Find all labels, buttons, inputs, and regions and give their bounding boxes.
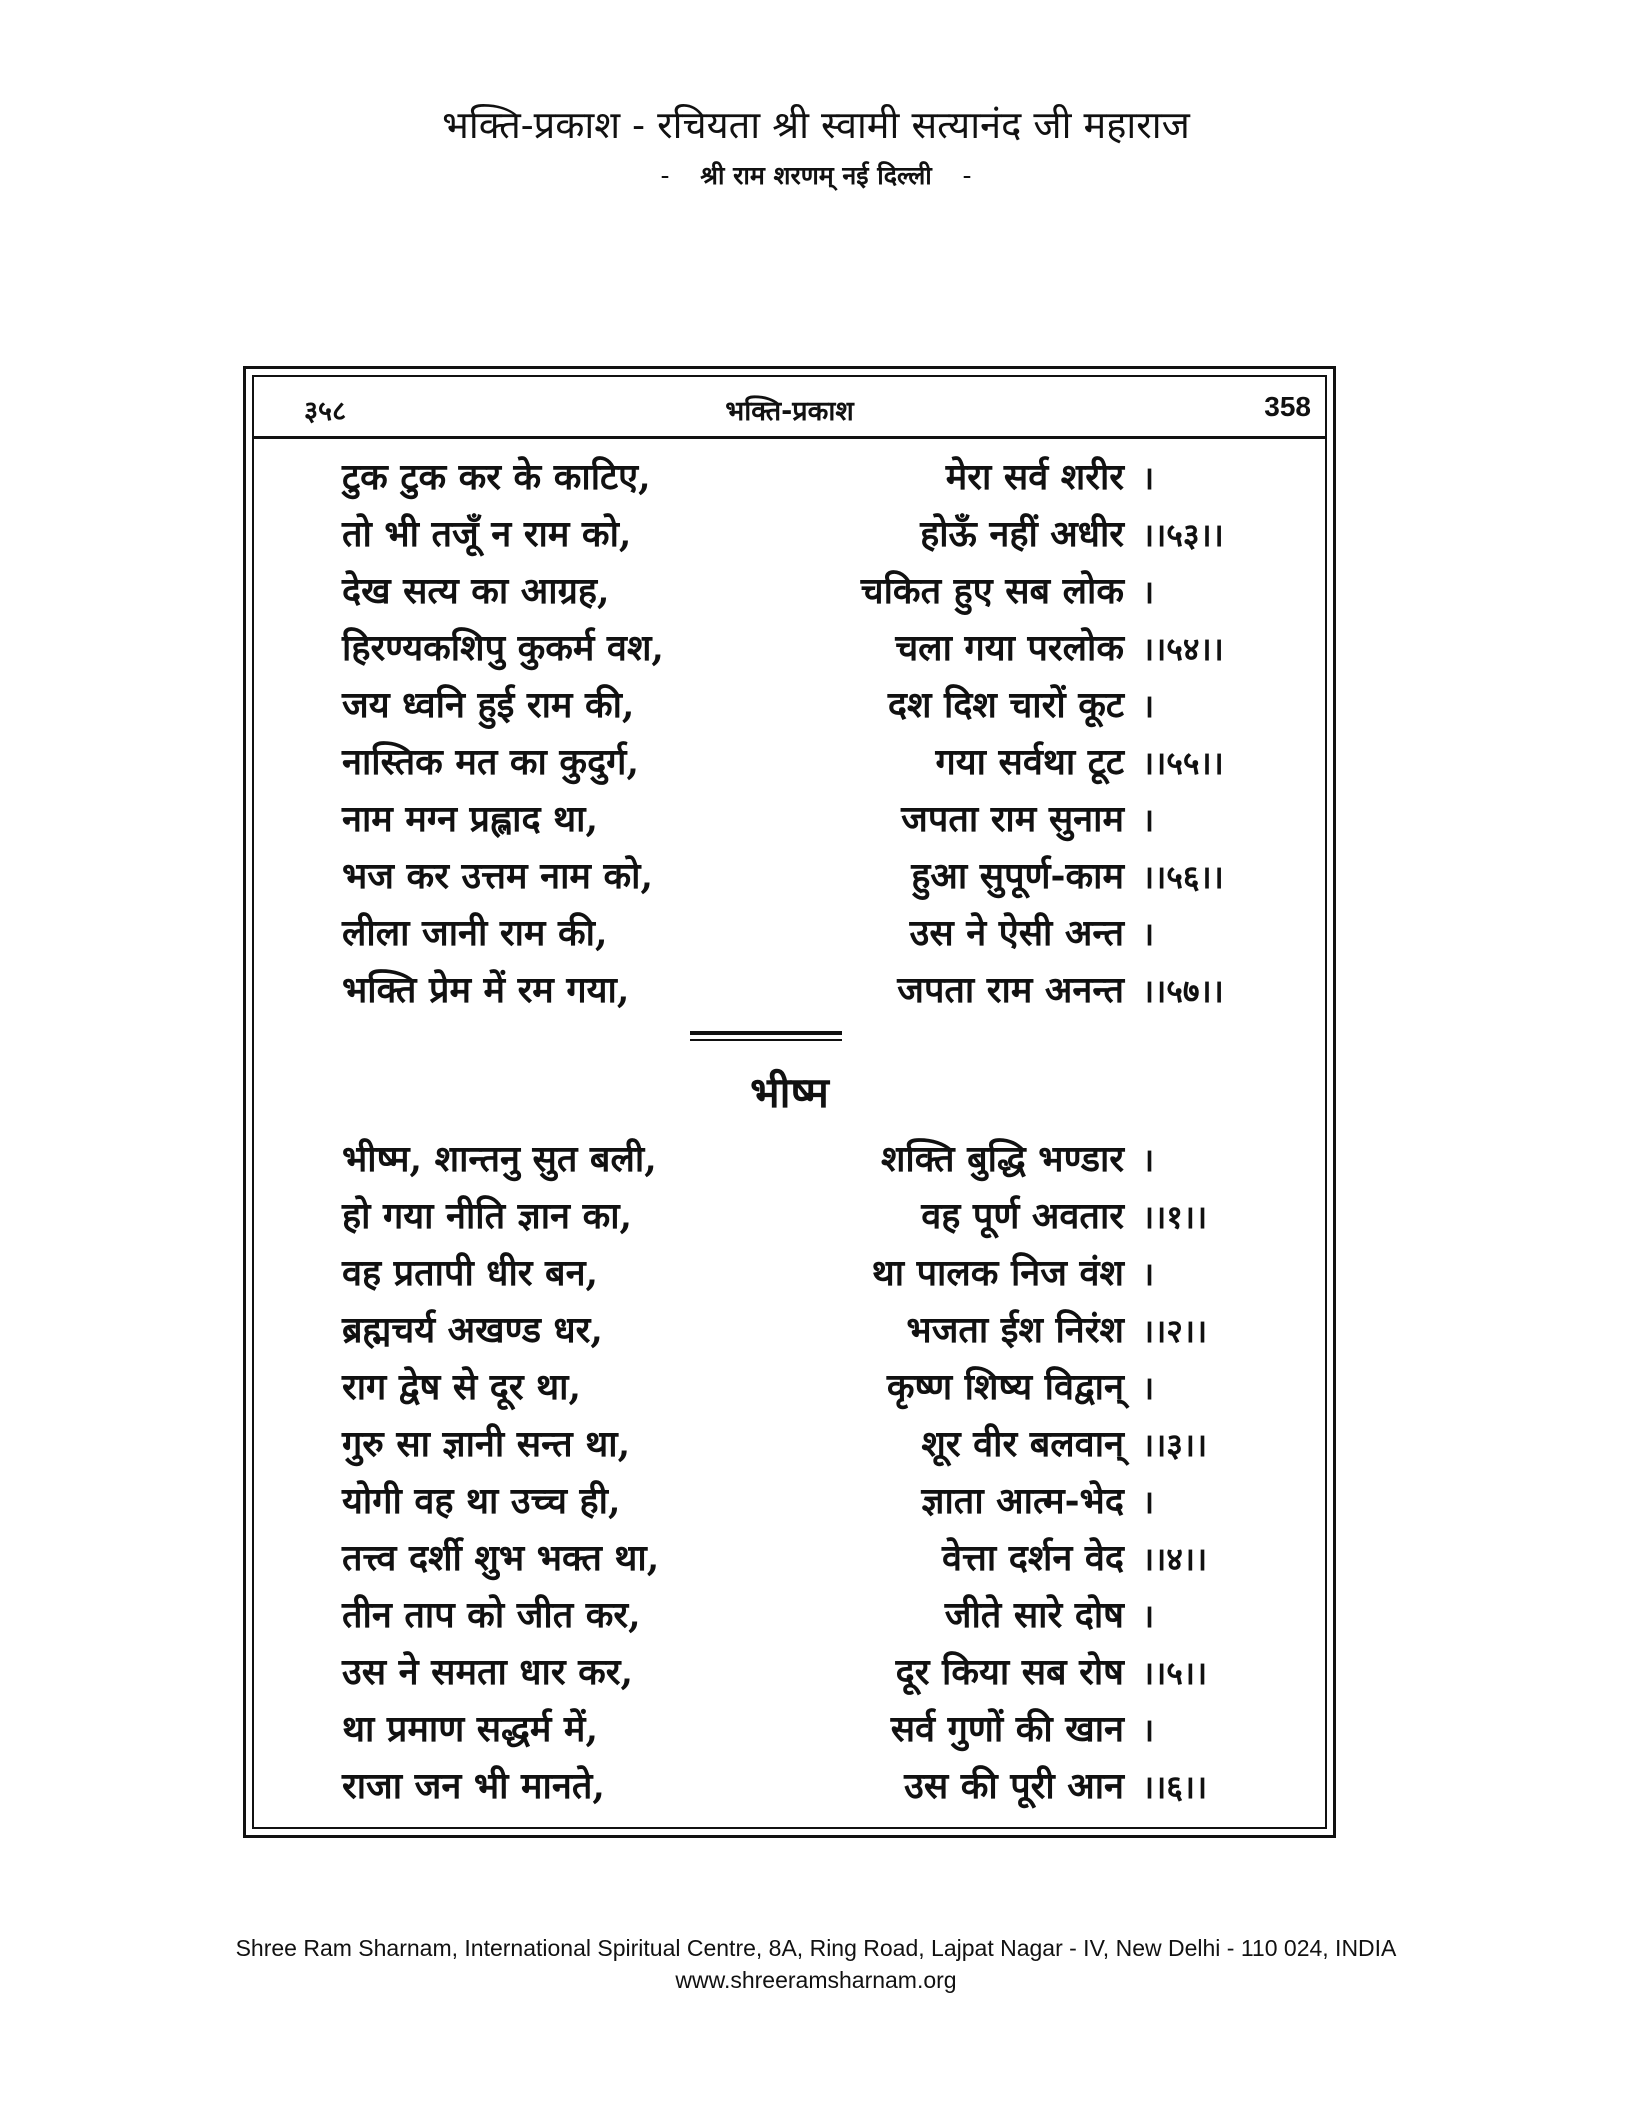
verse-line xyxy=(342,848,1272,905)
scanned-page-inner xyxy=(252,375,1327,1829)
running-title: भक्ति-प्रकाश xyxy=(725,396,854,427)
verse-line xyxy=(342,1245,1272,1302)
verse-line xyxy=(342,1701,1272,1758)
verse-number: । xyxy=(1142,573,1155,611)
verse-first-half: भीष्म, शान्तनु सुत बली, xyxy=(342,1138,657,1180)
verse-second-half: ज्ञाता आत्म-भेद xyxy=(921,1480,1124,1522)
verse-line xyxy=(342,449,1272,506)
verse-line xyxy=(342,1644,1272,1701)
subtitle-dash-left: - xyxy=(660,161,670,190)
verse-first-half: ब्रह्मचर्य अखण्ड धर, xyxy=(342,1309,603,1351)
verse-number: ।।२।। xyxy=(1142,1312,1208,1350)
page-footer xyxy=(0,1932,1632,1996)
scanned-page-frame xyxy=(243,366,1336,1838)
verse-number: । xyxy=(1142,1597,1155,1635)
footer-website: www.shreeramsharnam.org xyxy=(675,1967,957,1993)
verse-line xyxy=(342,1359,1272,1416)
verse-first-half: तो भी तजूँ न राम को, xyxy=(342,513,632,555)
verse-line xyxy=(342,620,1272,677)
verse-number: । xyxy=(1142,1711,1155,1749)
verse-first-half: तीन ताप को जीत कर, xyxy=(342,1594,641,1636)
footer-address: Shree Ram Sharnam, International Spiritual Centre, 8A, Ring Road, Lajpat Nagar - IV, New Delhi - 110 024, INDIA xyxy=(235,1935,1397,1961)
verse-block-2 xyxy=(342,1131,1272,1815)
book-title: भक्ति-प्रकाश - रचियता श्री स्वामी सत्यानंद जी महाराज xyxy=(442,103,1190,147)
book-subtitle xyxy=(0,156,1632,196)
verse-second-half: जीते सारे दोष xyxy=(944,1594,1124,1636)
verse-first-half: देख सत्य का आग्रह, xyxy=(342,570,610,612)
verse-second-half: कृष्ण शिष्य विद्वान् xyxy=(886,1366,1124,1408)
verse-number: ।।५।। xyxy=(1142,1654,1208,1692)
verse-number: ।।३।। xyxy=(1142,1426,1208,1464)
verse-second-half: गया सर्वथा टूट xyxy=(935,741,1124,783)
section-divider xyxy=(690,1031,842,1041)
verse-first-half: राग द्वेष से दूर था, xyxy=(342,1366,581,1408)
verse-number: ।।५६।। xyxy=(1142,858,1224,896)
verse-second-half: भजता ईश निरंश xyxy=(906,1309,1124,1351)
verse-second-half: उस ने ऐसी अन्त xyxy=(909,912,1124,954)
verse-line xyxy=(342,1758,1272,1815)
verse-line xyxy=(342,506,1272,563)
verse-first-half: भक्ति प्रेम में रम गया, xyxy=(342,969,630,1011)
verse-number: । xyxy=(1142,459,1155,497)
verse-second-half: दश दिश चारों कूट xyxy=(887,684,1124,726)
verse-number: ।।५७।। xyxy=(1142,972,1224,1010)
verse-first-half: जय ध्वनि हुई राम की, xyxy=(342,684,635,726)
verse-line xyxy=(342,1131,1272,1188)
section-title: भीष्म xyxy=(750,1068,829,1117)
verse-second-half: वह पूर्ण अवतार xyxy=(921,1195,1124,1237)
verse-number: । xyxy=(1142,915,1155,953)
verse-second-half: जपता राम अनन्त xyxy=(897,969,1124,1011)
subtitle-text: श्री राम शरणम् नई दिल्ली xyxy=(700,161,932,190)
verse-first-half: राजा जन भी मानते, xyxy=(342,1765,605,1807)
verse-line xyxy=(342,1188,1272,1245)
verse-first-half: वह प्रतापी धीर बन, xyxy=(342,1252,599,1294)
verse-second-half: था पालक निज वंश xyxy=(871,1252,1124,1294)
verse-second-half: वेत्ता दर्शन वेद xyxy=(942,1537,1124,1579)
verse-second-half: शक्ति बुद्धि भण्डार xyxy=(880,1138,1124,1180)
verse-number: ।।५४।। xyxy=(1142,630,1224,668)
verse-line xyxy=(342,734,1272,791)
page-number: 358 xyxy=(1264,391,1311,422)
verse-first-half: योगी वह था उच्च ही, xyxy=(342,1480,621,1522)
verse-line xyxy=(342,563,1272,620)
verse-number: ।।४।। xyxy=(1142,1540,1208,1578)
verse-second-half: चला गया परलोक xyxy=(895,627,1124,669)
verse-second-half: होऊँ नहीं अधीर xyxy=(920,513,1124,555)
verse-first-half: लीला जानी राम की, xyxy=(342,912,608,954)
verse-number: ।।१।। xyxy=(1142,1198,1208,1236)
verse-line xyxy=(342,1473,1272,1530)
verse-number: । xyxy=(1142,1255,1155,1293)
subtitle-dash-right: - xyxy=(962,161,972,190)
verse-number: ।।५३।। xyxy=(1142,516,1224,554)
verse-line xyxy=(342,791,1272,848)
verse-first-half: तत्त्व दर्शी शुभ भक्त था, xyxy=(342,1537,660,1579)
verse-number: । xyxy=(1142,1483,1155,1521)
verse-first-half: हो गया नीति ज्ञान का, xyxy=(342,1195,633,1237)
verse-line xyxy=(342,1587,1272,1644)
page-number-devanagari: ३५८ xyxy=(304,396,347,427)
verse-first-half: भज कर उत्तम नाम को, xyxy=(342,855,653,897)
verse-number: । xyxy=(1142,1141,1155,1179)
page-header xyxy=(0,100,1632,196)
verse-second-half: उस की पूरी आन xyxy=(904,1765,1124,1807)
verse-second-half: सर्व गुणों की खान xyxy=(890,1708,1124,1750)
verse-first-half: टुक टुक कर के काटिए, xyxy=(342,456,651,498)
verse-line xyxy=(342,962,1272,1019)
verse-second-half: दूर किया सब रोष xyxy=(895,1651,1124,1693)
verse-block-1 xyxy=(342,449,1272,1019)
verse-second-half: मेरा सर्व शरीर xyxy=(945,456,1124,498)
verse-line xyxy=(342,1530,1272,1587)
verse-number: ।।६।। xyxy=(1142,1768,1208,1806)
verse-second-half: जपता राम सुनाम xyxy=(901,798,1124,840)
verse-first-half: नास्तिक मत का कुदुर्ग, xyxy=(342,741,639,783)
verse-second-half: शूर वीर बलवान् xyxy=(921,1423,1124,1465)
verse-second-half: चकित हुए सब लोक xyxy=(860,570,1124,612)
verse-first-half: हिरण्यकशिपु कुकर्म वश, xyxy=(342,627,664,669)
verse-line xyxy=(342,677,1272,734)
verse-second-half: हुआ सुपूर्ण-काम xyxy=(911,855,1124,897)
verse-number: । xyxy=(1142,801,1155,839)
verse-line xyxy=(342,905,1272,962)
verse-number: ।।५५।। xyxy=(1142,744,1224,782)
verse-number: । xyxy=(1142,1369,1155,1407)
verse-first-half: था प्रमाण सद्धर्म में, xyxy=(342,1708,598,1750)
verse-number: । xyxy=(1142,687,1155,725)
verse-first-half: गुरु सा ज्ञानी सन्त था, xyxy=(342,1423,631,1465)
verse-line xyxy=(342,1416,1272,1473)
verse-first-half: उस ने समता धार कर, xyxy=(342,1651,633,1693)
verse-line xyxy=(342,1302,1272,1359)
verse-first-half: नाम मग्न प्रह्लाद था, xyxy=(342,798,599,840)
running-head xyxy=(254,377,1325,439)
